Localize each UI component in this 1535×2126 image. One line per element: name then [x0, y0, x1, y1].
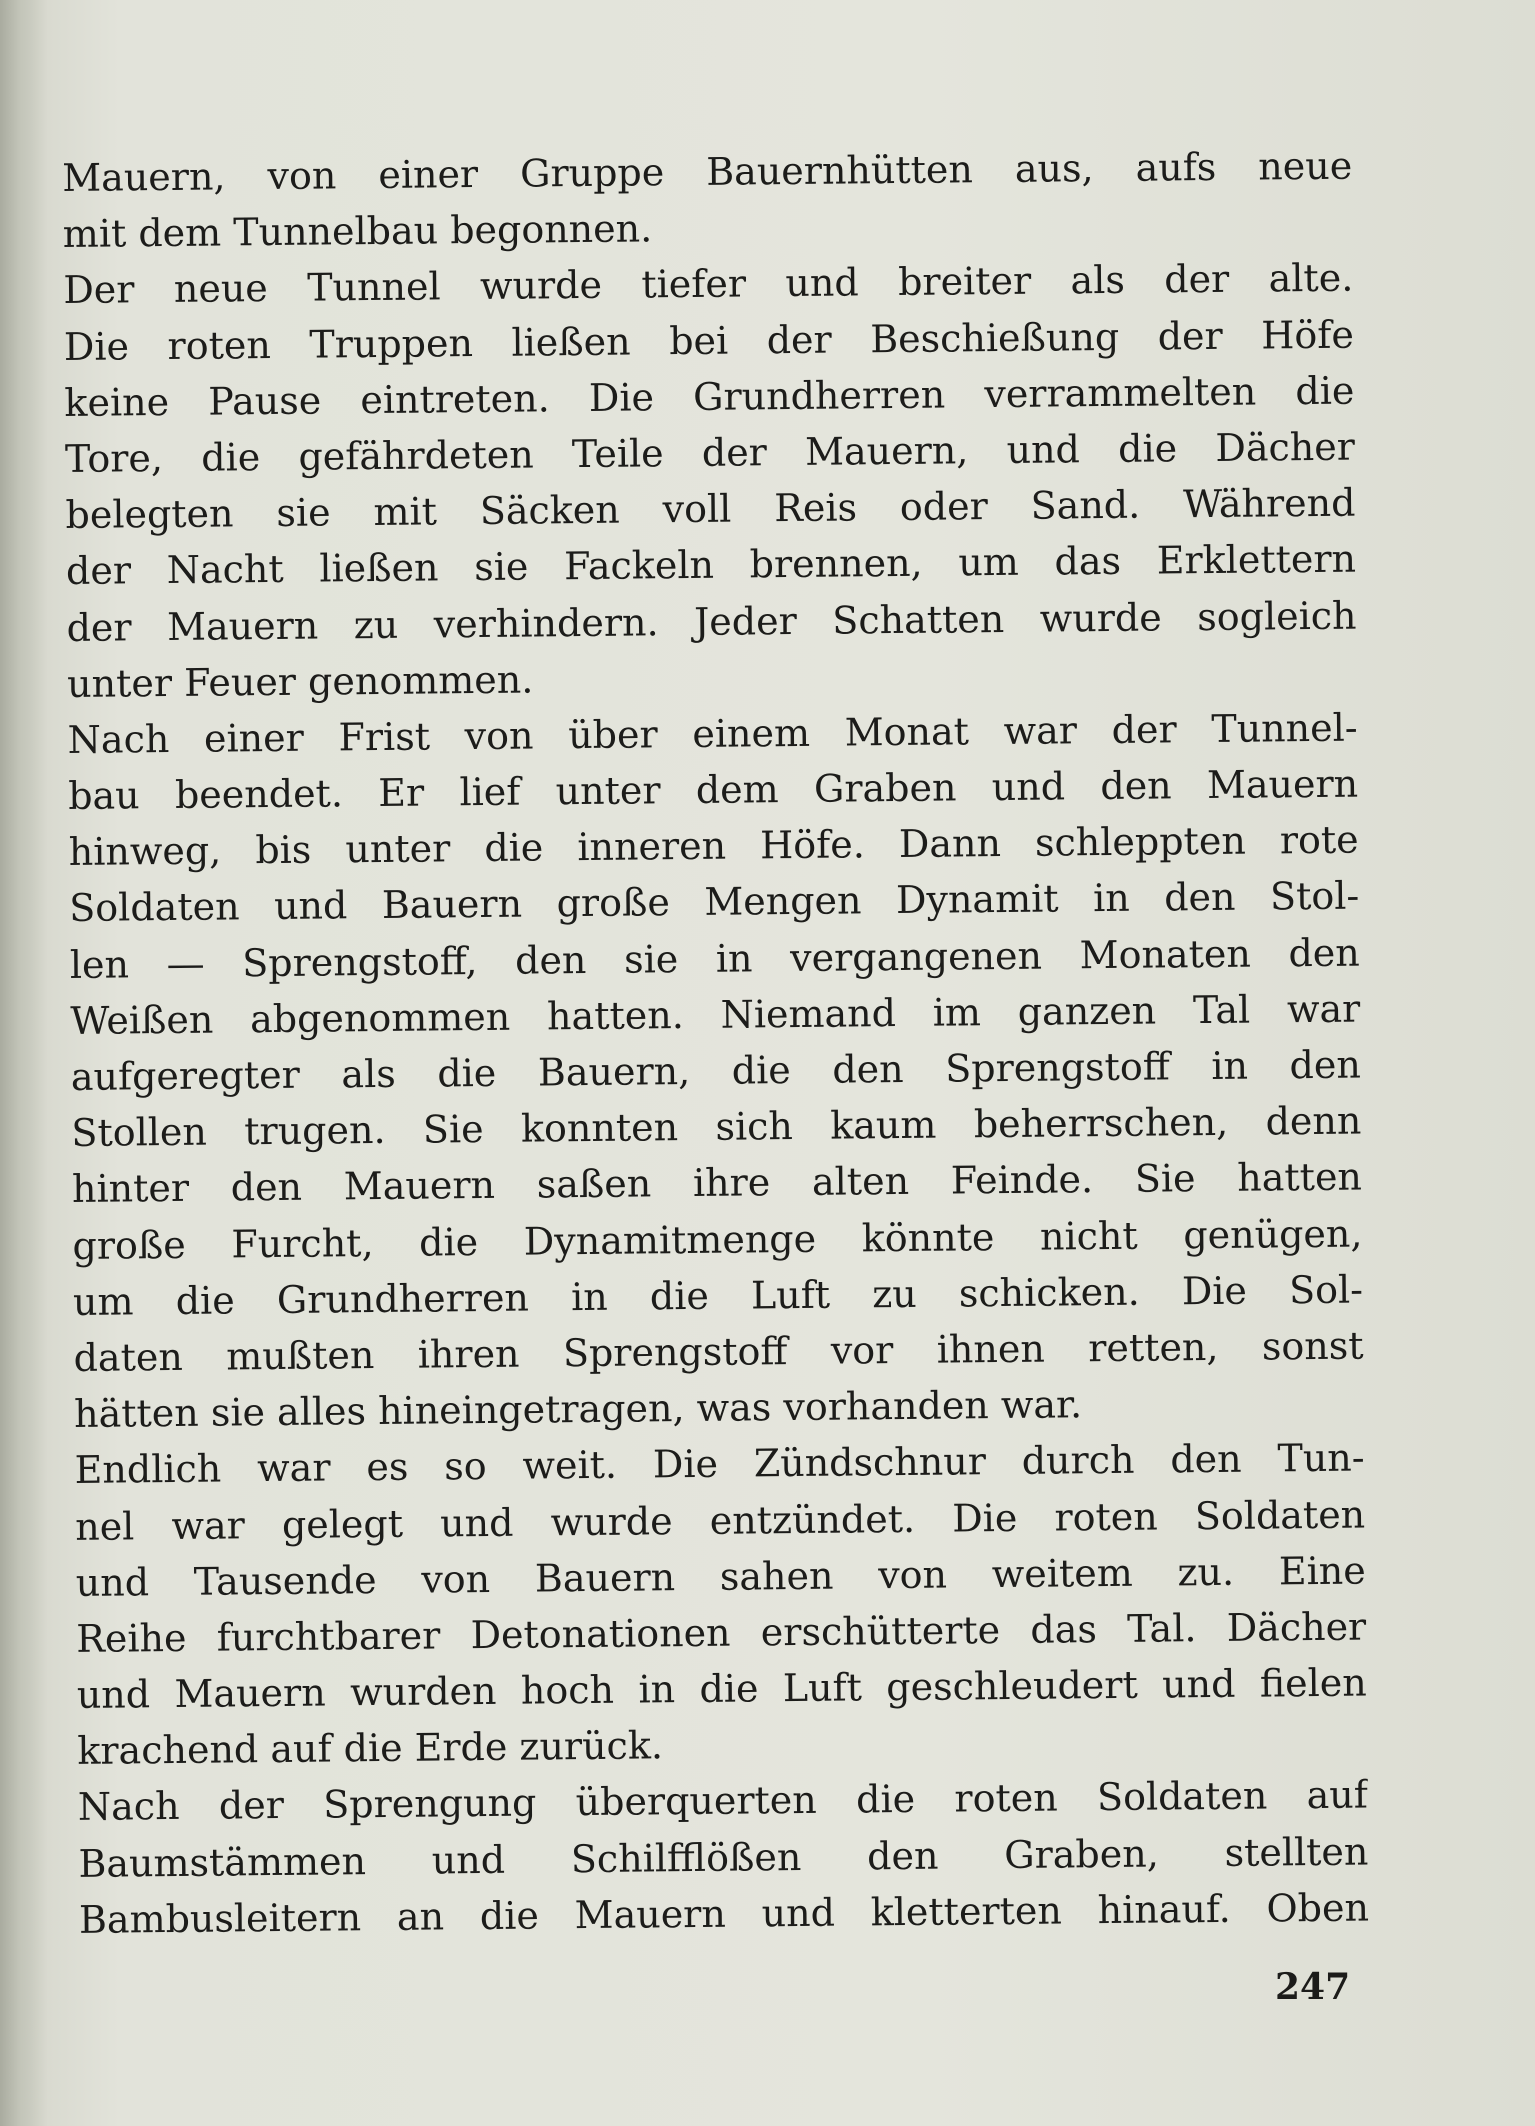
text-line: Die roten Truppen ließen bei der Beschießung der Höfe [63, 312, 1355, 369]
text-line: bau beendet. Er lief unter dem Graben und den Mauern [67, 761, 1359, 819]
text-line: hinweg, bis unter die inneren Höfe. Dann schleppten rote [68, 817, 1359, 875]
text-line: Weißen abgenommen hatten. Niemand im ganzen Tal war [70, 986, 1361, 1043]
text-line: der Mauern zu verhindern. Jeder Schatten wurde sogleich [66, 593, 1357, 650]
text-line: hinter den Mauern saßen ihre alten Feinde. Sie hatten [71, 1154, 1363, 1212]
text-line: daten mußten ihren Sprengstoff vor ihnen retten, sonst [73, 1323, 1364, 1380]
text-line: Nach einer Frist von über einem Monat war der Tunnel- [67, 705, 1358, 762]
text-line: nel war gelegt und wurde entzündet. Die roten Soldaten [75, 1492, 1366, 1549]
page-number: 247 [1275, 1966, 1351, 2008]
text-line: Mauern, von einer Gruppe Bauernhütten aus, aufs neue [62, 143, 1353, 200]
text-line: Tore, die gefährdeten Teile der Mauern, und die Dächer [64, 424, 1356, 481]
binding-shadow [0, 0, 48, 2126]
text-line: unter Feuer genommen. [66, 657, 534, 706]
text-line: hätten sie alles hineingetragen, was vorhanden war. [73, 1382, 1083, 1437]
text-line: und Tausende von Bauern sahen von weitem zu. Eine [75, 1548, 1366, 1605]
text-line: Reihe furchtbarer Detonationen erschütterte das Tal. Dächer [76, 1604, 1367, 1661]
text-line: mit dem Tunnelbau begonnen. [62, 206, 653, 257]
text-line: und Mauern wurden hoch in die Luft geschleudert und fielen [76, 1660, 1367, 1717]
text-line: Bambusleitern an die Mauern und kletterten hinauf. Oben [78, 1885, 1370, 1942]
text-line: Stollen trugen. Sie konnten sich kaum beherrschen, denn [71, 1098, 1362, 1156]
text-line: Der neue Tunnel wurde tiefer und breiter als der alte. [63, 255, 1354, 313]
text-line: der Nacht ließen sie Fackeln brennen, um das Erklettern [65, 536, 1357, 594]
text-line: um die Grundherren in die Luft zu schicken. Die Sol- [72, 1267, 1364, 1324]
text-line: belegten sie mit Säcken voll Reis oder Sand. Während [65, 480, 1356, 538]
text-line: len — Sprengstoff, den sie in vergangenen Monaten den [69, 930, 1360, 987]
text-line: Endlich war es so weit. Die Zündschnur durch den Tun- [74, 1435, 1365, 1493]
text-line: krachend auf die Erde zurück. [77, 1723, 664, 1774]
text-line: große Furcht, die Dynamitmenge könnte nicht genügen, [72, 1211, 1363, 1268]
text-line: aufgeregter als die Bauern, die den Sprengstoff in den [70, 1042, 1362, 1099]
text-line: keine Pause eintreten. Die Grundherren verrammelten die [64, 368, 1355, 425]
text-line: Nach der Sprengung überquerten die roten Soldaten auf [77, 1772, 1369, 1830]
body-text [62, 138, 1369, 1948]
text-line: Baumstämmen und Schilfflößen den Graben, stellten [78, 1829, 1369, 1886]
text-line: Soldaten und Bauern große Mengen Dynamit in den Stol- [69, 874, 1360, 931]
